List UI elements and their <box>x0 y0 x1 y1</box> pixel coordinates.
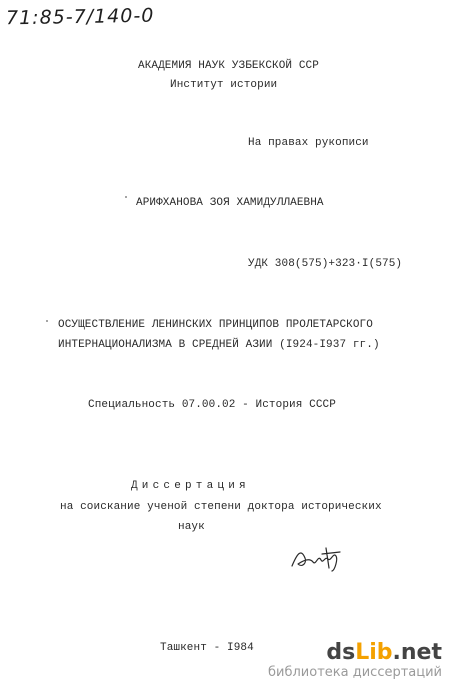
academy-name: АКАДЕМИЯ НАУК УЗБЕКСКОЙ ССР <box>138 60 319 72</box>
udk-code: УДК 308(575)+323·I(575) <box>248 258 403 270</box>
title-line-1: ОСУЩЕСТВЛЕНИЕ ЛЕНИНСКИХ ПРИНЦИПОВ ПРОЛЕТАРСКОГО <box>58 319 373 331</box>
handwritten-signature <box>288 540 348 574</box>
scan-speck <box>125 196 127 198</box>
scan-speck <box>46 320 48 322</box>
degree-line-1: на соискание ученой степени доктора исторических <box>60 501 382 513</box>
institute-name: Институт истории <box>170 79 278 91</box>
logo-ds-text: ds <box>326 640 356 665</box>
logo-lib-text: Lib <box>355 640 393 665</box>
specialty: Специальность 07.00.02 - История СССР <box>88 399 336 411</box>
degree-line-2: наук <box>178 521 205 533</box>
manuscript-rights: На правах рукописи <box>248 137 369 149</box>
author-name: АРИФХАНОВА ЗОЯ ХАМИДУЛЛАЕВНА <box>136 197 324 209</box>
dissertation-heading: Диссертация <box>131 480 250 492</box>
logo-net-text: .net <box>392 640 442 665</box>
watermark-subtitle: библиотека диссертаций <box>268 665 442 680</box>
dslib-logo <box>268 641 442 665</box>
archive-stamp: 71:85-7/140-0 <box>5 4 155 30</box>
dslib-watermark <box>268 641 442 681</box>
city-year: Ташкент - I984 <box>160 642 254 654</box>
title-line-2: ИНТЕРНАЦИОНАЛИЗМА В СРЕДНЕЙ АЗИИ (I924-I937 гг.) <box>58 339 380 351</box>
